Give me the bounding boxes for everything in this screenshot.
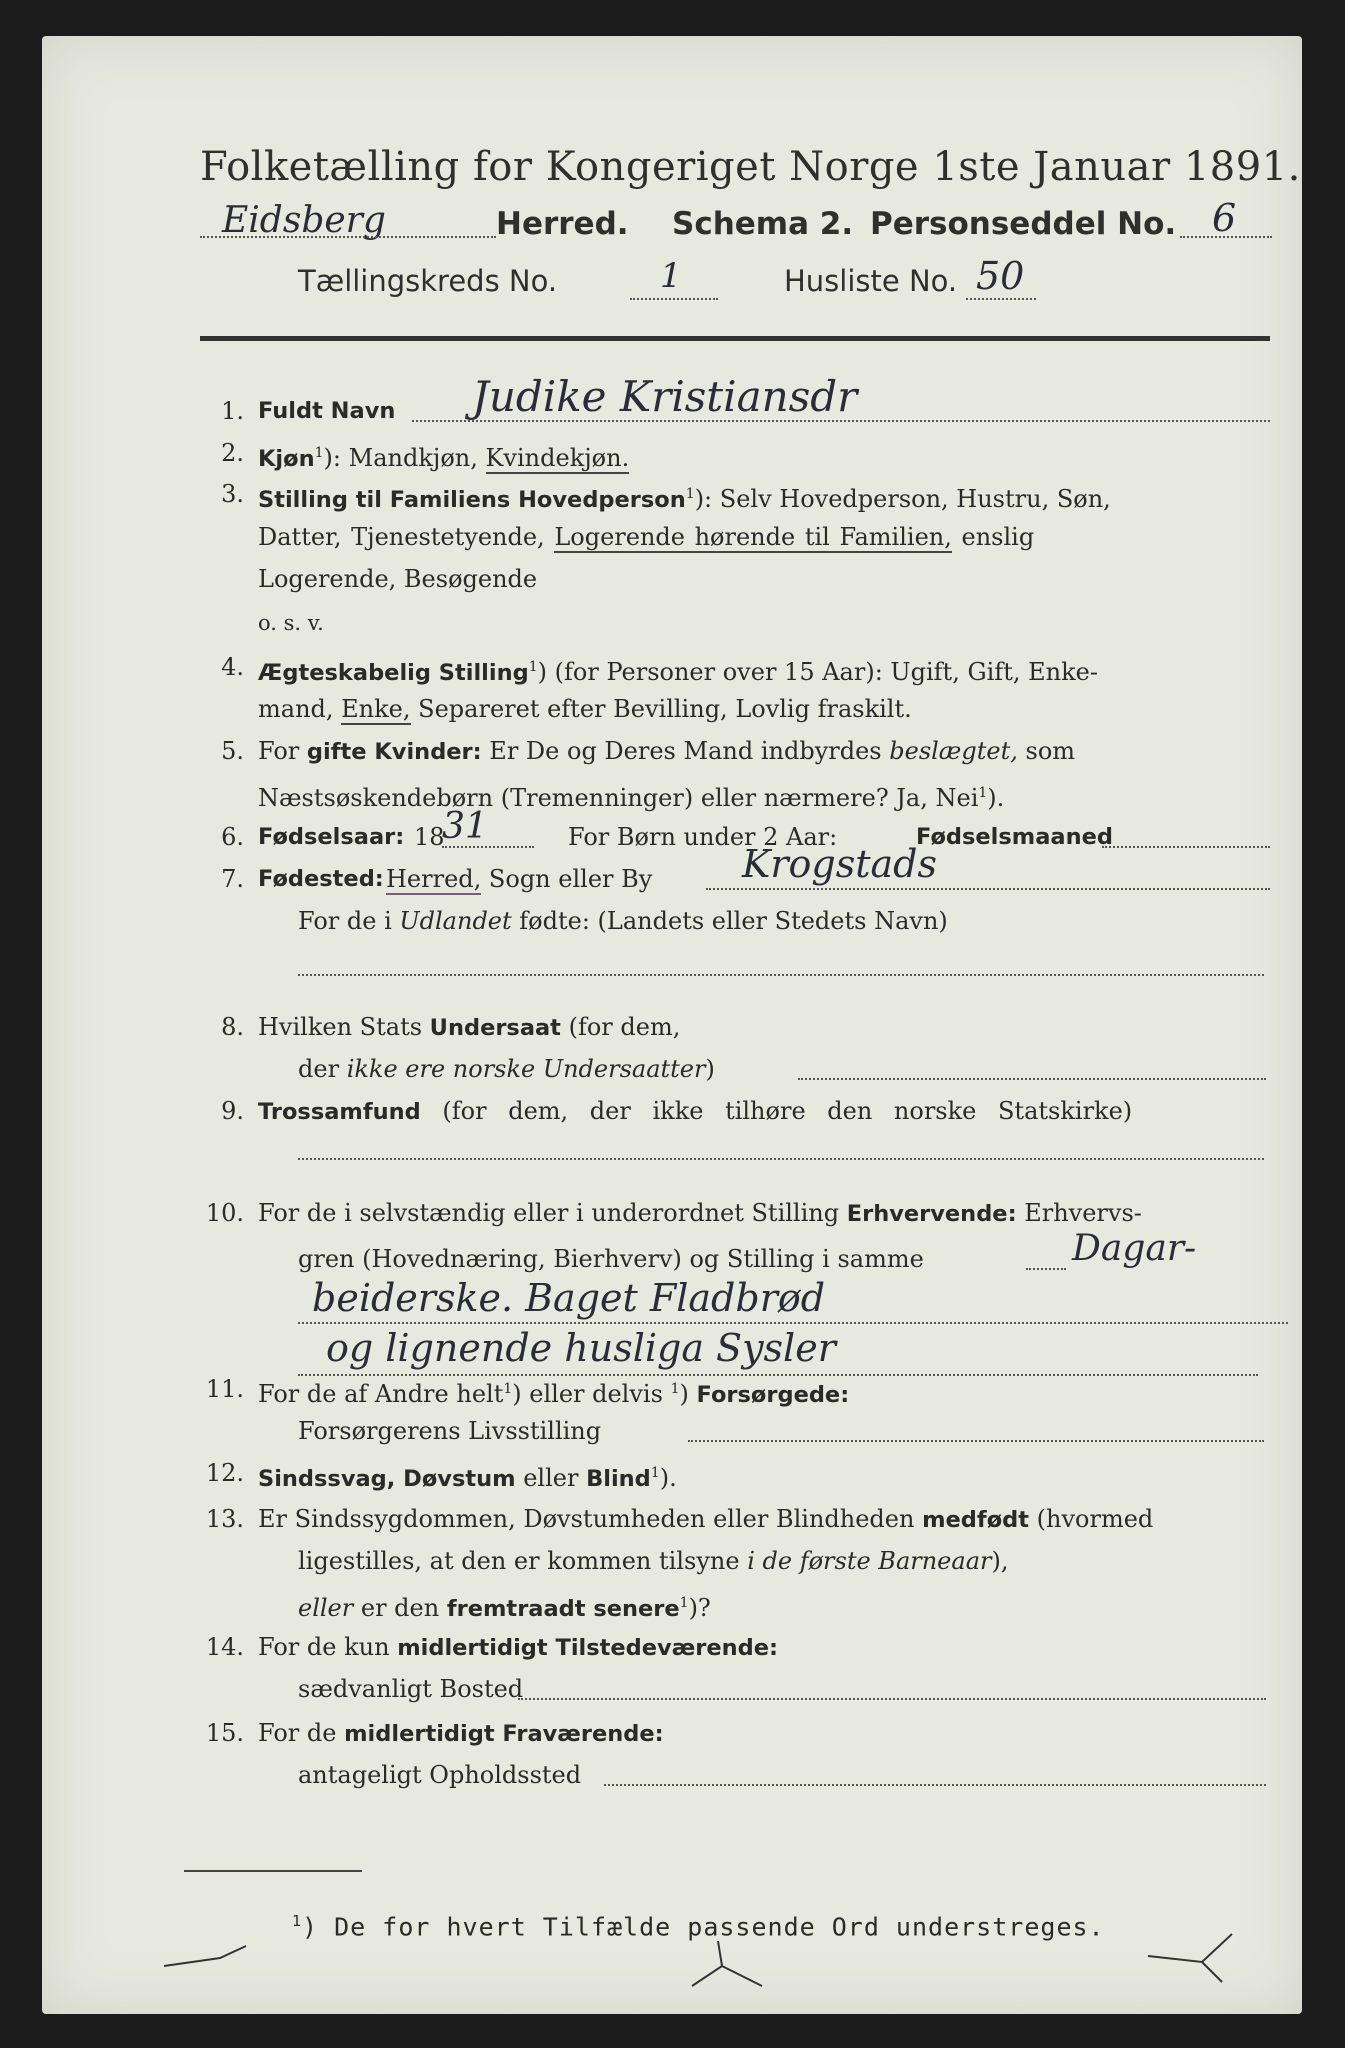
- q5-sup: 1: [978, 785, 988, 801]
- q6-mid: For Børn under 2 Aar:: [568, 823, 838, 851]
- q7-choice: Herred,: [386, 865, 482, 893]
- q7-line-2: [298, 904, 948, 938]
- q3-line-1: [258, 477, 1111, 517]
- q3-text-2c: enslig: [961, 523, 1035, 551]
- q15-dotted-line: [604, 1784, 1266, 1786]
- q12-text: eller: [523, 1464, 579, 1492]
- q14-number: 14.: [205, 1633, 244, 1661]
- q7-text-2a: For de i: [298, 907, 392, 935]
- q8-line-1: [258, 1010, 680, 1045]
- q5-label: gifte Kvinder:: [306, 739, 482, 765]
- q3-label: Stilling til Familiens Hovedperson: [258, 487, 686, 513]
- q1-value: Judike Kristiansdr: [472, 372, 858, 421]
- q13-sup: 1: [679, 1595, 689, 1611]
- q3-number: 3.: [221, 480, 244, 508]
- q4-line-1: [258, 650, 1098, 690]
- q2-text: ): Mandkjøn,: [323, 444, 478, 472]
- q9-label: Trossamfund: [258, 1099, 421, 1125]
- q11-sup-1: 1: [503, 1381, 513, 1397]
- q3-choice: Logerende hørende til Familien,: [554, 523, 952, 551]
- q10-line-1: [258, 1196, 1142, 1231]
- kreds-value: 1: [660, 256, 682, 296]
- q12-label-2: Blind: [586, 1466, 651, 1492]
- q5-text-1d: som: [1025, 737, 1076, 765]
- herred-label: Herred.: [496, 206, 629, 242]
- q6-value: 31: [442, 806, 488, 847]
- q7-number: 7.: [221, 865, 244, 893]
- q7-dotted-line-2: [298, 974, 1264, 976]
- q15-line-2: antageligt Opholdssted: [298, 1761, 582, 1789]
- q11-text-1b: ) eller delvis: [512, 1380, 663, 1408]
- kreds-label: Tællingskreds No.: [298, 264, 558, 298]
- q3-text-2a: Datter, Tjenestetyende,: [258, 523, 545, 551]
- q3-line-4: o. s. v.: [258, 611, 324, 635]
- q12-end: ).: [659, 1464, 677, 1492]
- q5-text-1a: For: [258, 737, 300, 765]
- q15-number: 15.: [205, 1719, 244, 1747]
- q4-number: 4.: [221, 653, 244, 681]
- q15-line-1: [258, 1716, 664, 1751]
- q4-sup: 1: [528, 659, 538, 675]
- q12-label: Sindssvag, Døvstum: [258, 1466, 516, 1492]
- q8-text-1a: Hvilken Stats: [258, 1013, 423, 1041]
- q13-text-3c: )?: [688, 1594, 711, 1622]
- husliste-label: Husliste No.: [784, 264, 958, 298]
- q3-line-2: [258, 520, 1034, 554]
- q7-dotted-line: [706, 888, 1270, 890]
- q13-text-1a: Er Sindssygdommen, Døvstumheden eller Blindheden: [258, 1505, 915, 1533]
- q4-text-2c: Separeret efter Bevilling, Lovlig fraskilt.: [418, 695, 912, 723]
- q13-text-3a: eller: [298, 1594, 354, 1622]
- q8-text-2a: der: [298, 1055, 340, 1083]
- q12-sup: 1: [650, 1465, 660, 1481]
- q5-text-2: Næstsøskendebørn (Tremenninger) eller nærmere? Ja, Nei: [258, 784, 979, 812]
- q2-sup: 1: [314, 445, 324, 461]
- q13-label-2: fremtraadt senere: [446, 1596, 680, 1622]
- q9-line: [258, 1094, 1132, 1129]
- q5-text-2-end: ).: [987, 784, 1005, 812]
- q7-text-2c: fødte: (Landets eller Stedets Navn): [519, 907, 948, 935]
- q4-label: Ægteskabelig Stilling: [258, 660, 529, 686]
- census-form-page: [42, 36, 1302, 2014]
- q14-dotted-line: [518, 1698, 1266, 1700]
- q1-number: 1.: [221, 397, 244, 425]
- q9-text: (for dem, der ikke tilhøre den norske Statskirke): [442, 1097, 1133, 1125]
- q14-line-2: sædvanligt Bosted: [298, 1675, 524, 1703]
- form-title: Folketælling for Kongeriget Norge 1ste Januar 1891.: [200, 144, 1301, 190]
- q10-number: 10.: [205, 1199, 244, 1227]
- kreds-dotted-line: [630, 298, 718, 300]
- q13-text-2b: i de første Barneaar: [747, 1547, 992, 1575]
- q13-line-3: [298, 1586, 711, 1626]
- registration-mark-center: [682, 1936, 772, 1996]
- q9-dotted-line: [298, 1158, 1264, 1160]
- q11-number: 11.: [205, 1375, 244, 1403]
- q10-value-1: Dagar-: [1072, 1228, 1197, 1269]
- q3-text-1: ): Selv Hovedperson, Hustru, Søn,: [694, 485, 1111, 513]
- q8-dotted-line: [798, 1078, 1266, 1080]
- q15-text-1a: For de: [258, 1719, 337, 1747]
- registration-mark-right: [1142, 1926, 1242, 1986]
- footnote-text: ) De for hvert Tilfælde passende Ord understreges.: [302, 1912, 1105, 1942]
- q1-label: Fuldt Navn: [258, 398, 396, 424]
- q3-sup: 1: [685, 486, 695, 502]
- personseddel-dotted-line: [1180, 236, 1272, 238]
- q5-text-1c: beslægtet,: [889, 737, 1018, 765]
- q11-text-1c: ): [679, 1380, 689, 1408]
- q14-line-1: [258, 1630, 778, 1665]
- q5-text-1b: Er De og Deres Mand indbyrdes: [489, 737, 882, 765]
- q12-number: 12.: [205, 1459, 244, 1487]
- schema-label: Schema 2.: [672, 206, 854, 242]
- q6-label: Fødselsaar:: [258, 824, 405, 850]
- q6-prefix: 18: [414, 823, 445, 851]
- q13-line-1: [258, 1502, 1153, 1537]
- q13-text-1b: (hvormed: [1036, 1505, 1154, 1533]
- q8-text-1b: (for dem,: [568, 1013, 681, 1041]
- q8-line-2: [298, 1052, 715, 1086]
- q5-line-2: [258, 776, 1004, 815]
- q5-line-1: [258, 734, 1075, 769]
- footnote-rule: [184, 1870, 362, 1872]
- q6-label-2: Fødselsmaaned: [916, 824, 1113, 850]
- q13-line-2: [298, 1544, 1008, 1578]
- q10-value-2: beiderske. Baget Fladbrød: [312, 1276, 826, 1320]
- q8-label: Undersaat: [429, 1015, 561, 1041]
- q1-dotted-line: [412, 420, 1270, 422]
- q11-dotted-line: [688, 1440, 1264, 1442]
- registration-mark-left: [160, 1936, 250, 1976]
- personseddel-label: Personseddel No.: [870, 206, 1177, 242]
- q11-text-1a: For de af Andre helt: [258, 1380, 504, 1408]
- q12-line: [258, 1456, 677, 1496]
- q10-value-3: og lignende husliga Sysler: [326, 1326, 836, 1370]
- q7-text: Sogn eller By: [488, 865, 653, 893]
- q2-label: Kjøn: [258, 446, 315, 472]
- q15-label: midlertidigt Fraværende:: [344, 1721, 664, 1747]
- herred-dotted-line: [200, 236, 496, 238]
- q4-line-2: [258, 692, 912, 726]
- q8-text-2b: ikke ere norske Undersaatter: [346, 1055, 706, 1083]
- q9-number: 9.: [221, 1097, 244, 1125]
- husliste-dotted-line: [966, 298, 1036, 300]
- header-rule: [200, 336, 1270, 341]
- q6-dotted-line: [442, 846, 534, 848]
- husliste-value: 50: [976, 254, 1025, 298]
- q11-label: Forsørgede:: [696, 1382, 850, 1408]
- q13-number: 13.: [205, 1505, 244, 1533]
- q11-line-2: Forsørgerens Livsstilling: [298, 1417, 602, 1445]
- q6-number: 6.: [221, 823, 244, 851]
- q2-line: [258, 436, 629, 476]
- q10-line-2: gren (Hovednæring, Bierhverv) og Stilling i samme: [298, 1245, 924, 1273]
- q4-choice: Enke,: [341, 695, 411, 723]
- q11-line-1: [258, 1372, 849, 1412]
- q10-text-1b: Erhvervs-: [1024, 1199, 1142, 1227]
- q4-text-2a: mand,: [258, 695, 334, 723]
- q10-dotted-line-2: [298, 1322, 1288, 1324]
- q8-number: 8.: [221, 1013, 244, 1041]
- q5-number: 5.: [221, 737, 244, 765]
- q10-label: Erhvervende:: [846, 1201, 1017, 1227]
- q7-label: Fødested:: [258, 866, 384, 892]
- q11-sup-2: 1: [670, 1381, 680, 1397]
- footnote-sup: 1: [292, 1912, 303, 1930]
- herred-value: Eidsberg: [222, 200, 386, 241]
- q7-line-1: [386, 862, 652, 896]
- q13-text-2a: ligestilles, at den er kommen tilsyne: [298, 1547, 740, 1575]
- q7-text-2b: Udlandet: [399, 907, 512, 935]
- q13-text-3b: er den: [360, 1594, 440, 1622]
- q10-text-1a: For de i selvstændig eller i underordnet Stilling: [258, 1199, 840, 1227]
- q13-text-2c: ),: [991, 1547, 1009, 1575]
- q10-dotted-line: [1026, 1268, 1066, 1270]
- q4-text-1: ) (for Personer over 15 Aar): Ugift, Gift, Enke-: [537, 658, 1098, 686]
- q2-number: 2.: [221, 439, 244, 467]
- q14-label: midlertidigt Tilstedeværende:: [397, 1635, 779, 1661]
- q14-text-1a: For de kun: [258, 1633, 390, 1661]
- personseddel-value: 6: [1212, 196, 1237, 240]
- q8-text-2c: ): [705, 1055, 715, 1083]
- q2-choice: Kvindekjøn.: [485, 444, 630, 472]
- q3-line-3: Logerende, Besøgende: [258, 565, 538, 593]
- q13-label: medfødt: [922, 1507, 1030, 1533]
- q6-dotted-line-2: [1102, 846, 1270, 848]
- q7-value: Krogstads: [742, 842, 938, 886]
